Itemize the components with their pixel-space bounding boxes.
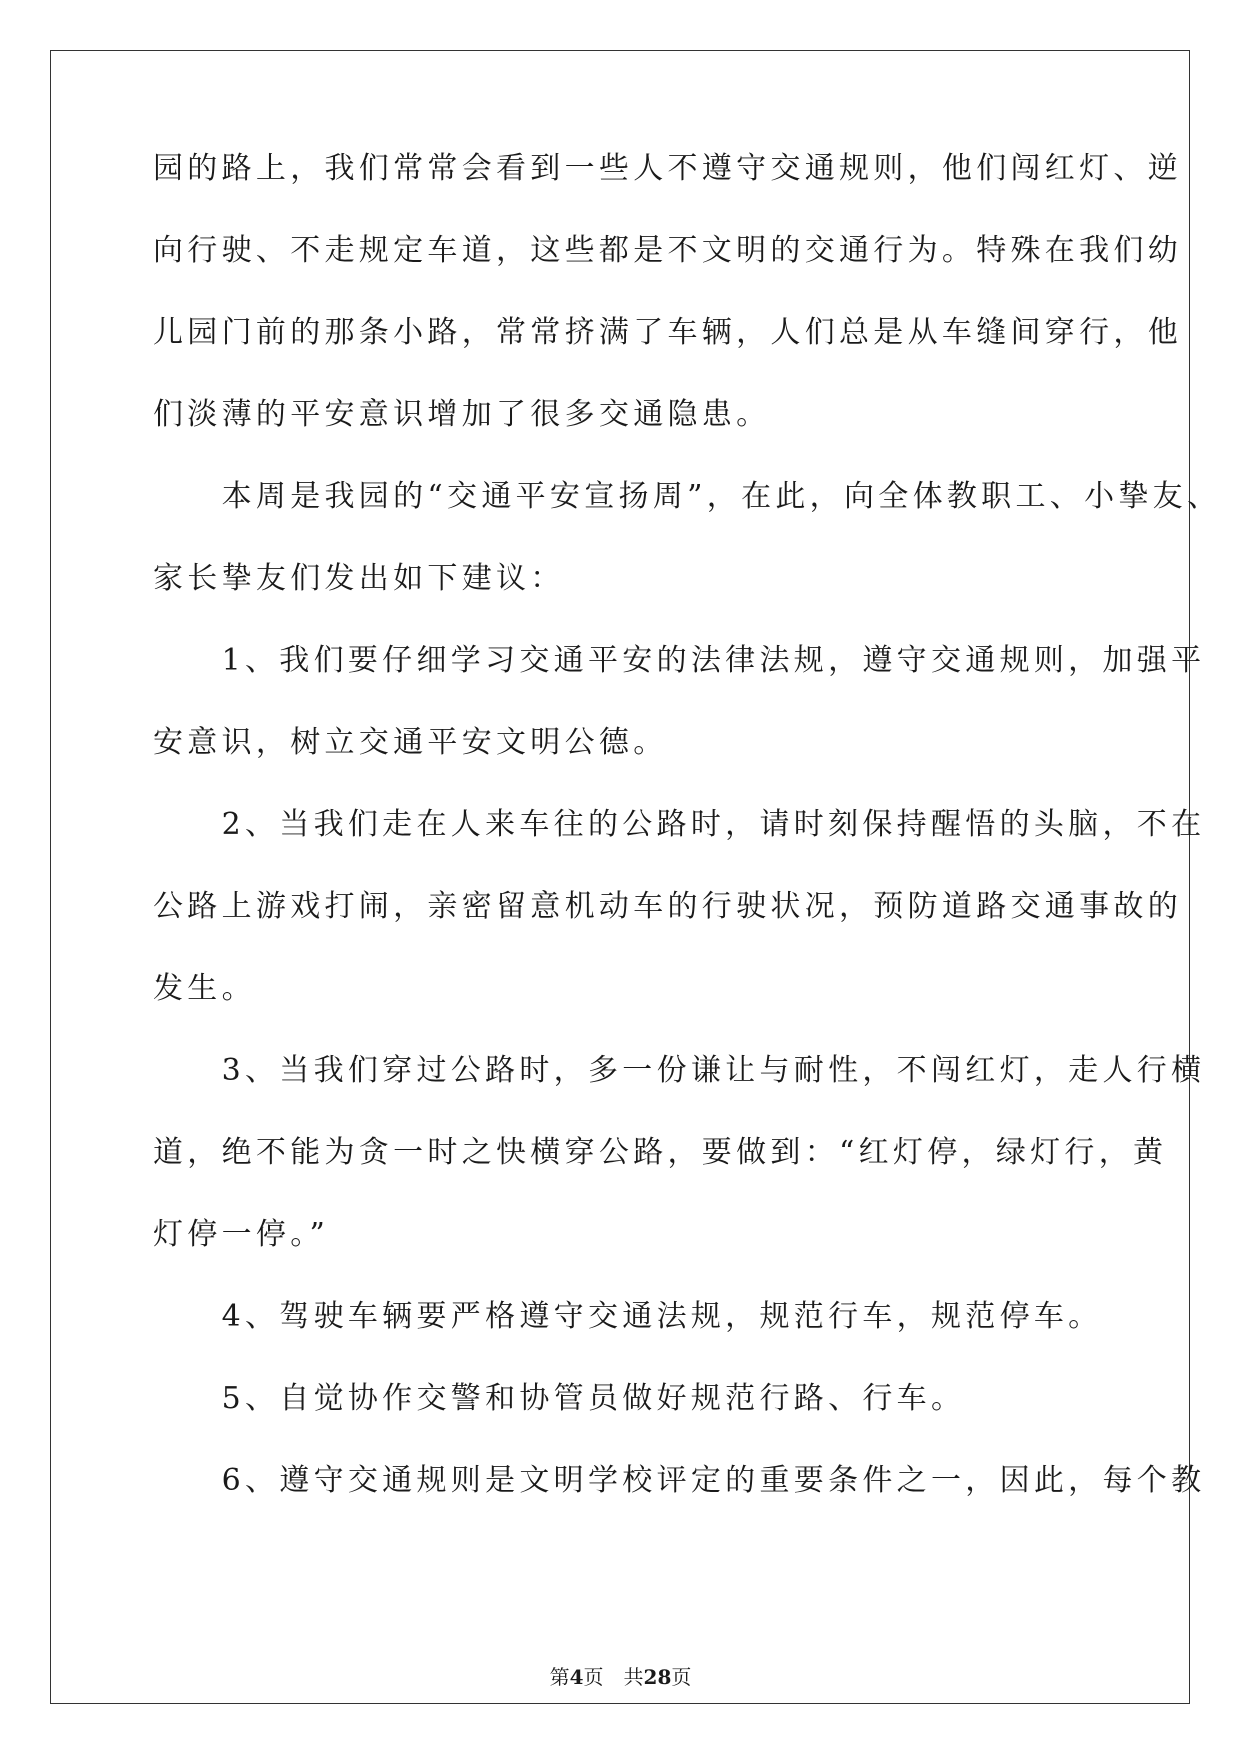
- text-line-14: 灯停一停。”: [153, 1217, 330, 1252]
- text-line-8: 安意识，树立交通平安文明公德。: [153, 725, 668, 760]
- footer-page-number: 4: [569, 1665, 584, 1689]
- text-line-3: 儿园门前的那条小路，常常挤满了车辆，人们总是从车缝间穿行，他: [153, 315, 1182, 350]
- page-footer: [0, 1665, 1241, 1689]
- text-line-10: 公路上游戏打闹，亲密留意机动车的行驶状况，预防道路交通事故的: [153, 889, 1182, 924]
- text-line-15: 4、驾驶车辆要严格遵守交通法规，规范行车，规范停车。: [153, 1299, 1103, 1334]
- text-line-4: 们淡薄的平安意识增加了很多交通隐患。: [153, 397, 771, 432]
- text-line-1: 园的路上，我们常常会看到一些人不遵守交通规则，他们闯红灯、逆: [153, 151, 1182, 186]
- text-line-12: 3、当我们穿过公路时，多一份谦让与耐性，不闯红灯，走人行横: [153, 1053, 1206, 1088]
- text-line-5: 本周是我园的“交通平安宣扬周”，在此，向全体教职工、小挚友、: [153, 479, 1222, 514]
- text-line-11: 发生。: [153, 971, 256, 1006]
- text-line-17: 6、遵守交通规则是文明学校评定的重要条件之一，因此，每个教: [153, 1463, 1206, 1498]
- text-line-13: 道，绝不能为贪一时之快横穿公路，要做到：“红灯停，绿灯行，黄: [153, 1135, 1168, 1170]
- document-body: [153, 150, 1222, 1500]
- footer-prefix: 第: [549, 1665, 570, 1689]
- footer-suffix: 页: [671, 1665, 692, 1689]
- text-line-16: 5、自觉协作交警和协管员做好规范行路、行车。: [153, 1381, 966, 1416]
- footer-total-pages: 28: [643, 1665, 672, 1689]
- text-line-9: 2、当我们走在人来车往的公路时，请时刻保持醒悟的头脑，不在: [153, 807, 1206, 842]
- footer-mid: 页 共: [583, 1665, 644, 1689]
- text-line-2: 向行驶、不走规定车道，这些都是不文明的交通行为。特殊在我们幼: [153, 233, 1182, 268]
- text-line-7: 1、我们要仔细学习交通平安的法律法规，遵守交通规则，加强平: [153, 643, 1206, 678]
- text-line-6: 家长挚友们发出如下建议：: [153, 561, 565, 596]
